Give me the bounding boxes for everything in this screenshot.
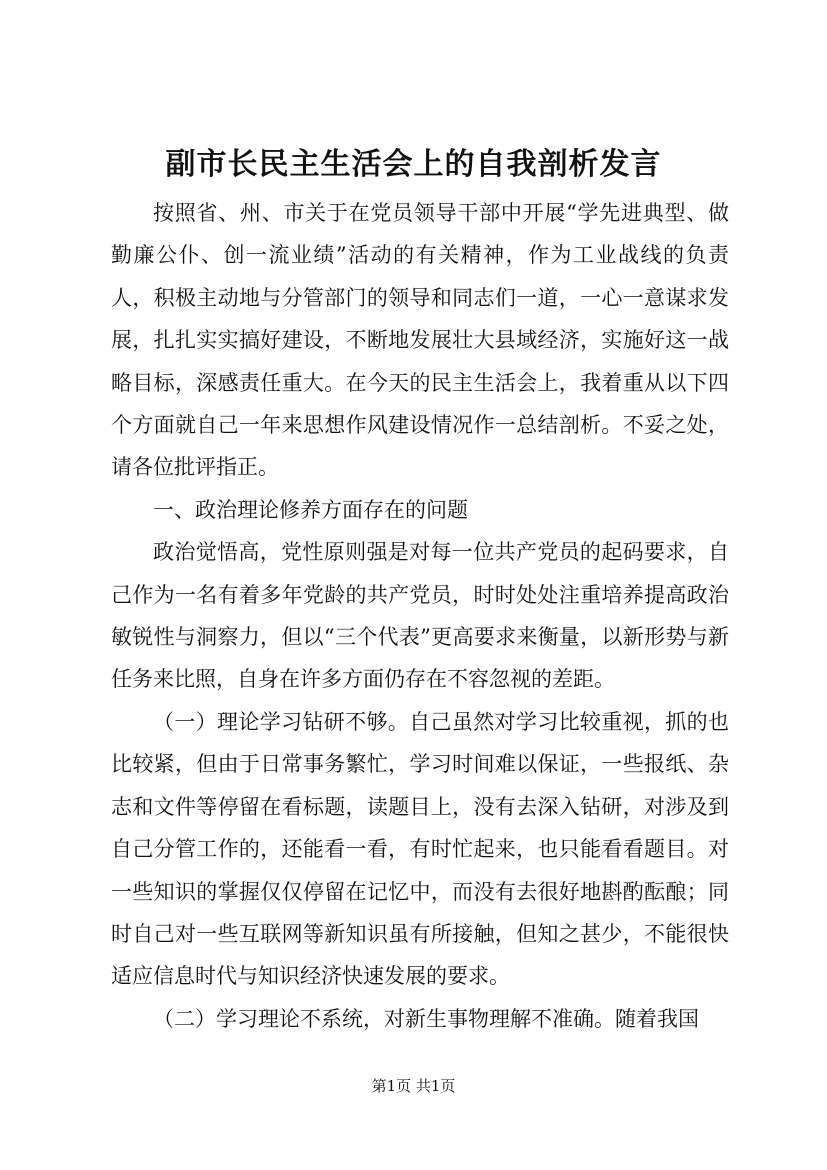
paragraph-intro: 按照省、州、市关于在党员领导干部中开展“学先进典型、做勤廉公仆、创一流业绩”活动的有关精神，作为工业战线的负责人，积极主动地与分管部门的领导和同志们一道，一心一意谋求发展，扎扎实实搞好建设，不断地发展壮大县域经济，实施好这一战略目标，深感责任重大。在今天的民主生活会上，我着重从以下四个方面就自己一年来思想作风建设情况作一总结剖析。不妥之处，请各位批评指正。 [111, 201, 729, 480]
document-title: 副市长民主生活会上的自我剖析发言 [165, 147, 662, 182]
paragraph-subsection-1: （一）理论学习钻研不够。自己虽然对学习比较重视，抓的也比较紧，但由于日常事务繁忙，学习时间难以保证，一些报纸、杂志和文件等停留在看标题，读题目上，没有去深入钻研，对涉及到自己分管工作的，还能看一看，有时忙起来，也只能看看题目。对一些知识的掌握仅仅停留在记忆中，而没有去很好地斟酌酝酿；同时自己对一些互联网等新知识虽有所接触，但知之甚少，不能很快适应信息时代与知识经济快速发展的要求。 [111, 709, 729, 989]
page-footer: 第1页 共1页 [371, 1077, 456, 1095]
section-heading-1: 一、政治理论修养方面存在的问题 [153, 497, 468, 522]
paragraph-section-1: 政治觉悟高，党性原则强是对每一位共产党员的起码要求，自己作为一名有着多年党龄的共产党员，时时处处注重培养提高政治敏锐性与洞察力，但以“三个代表”更高要求来衡量，以新形势与新任务来比照，自身在许多方面仍存在不容忽视的差距。 [111, 540, 729, 692]
paragraph-subsection-2: （二）学习理论不系统，对新生事物理解不准确。随着我国 [153, 1006, 699, 1031]
document-body [111, 192, 729, 1040]
